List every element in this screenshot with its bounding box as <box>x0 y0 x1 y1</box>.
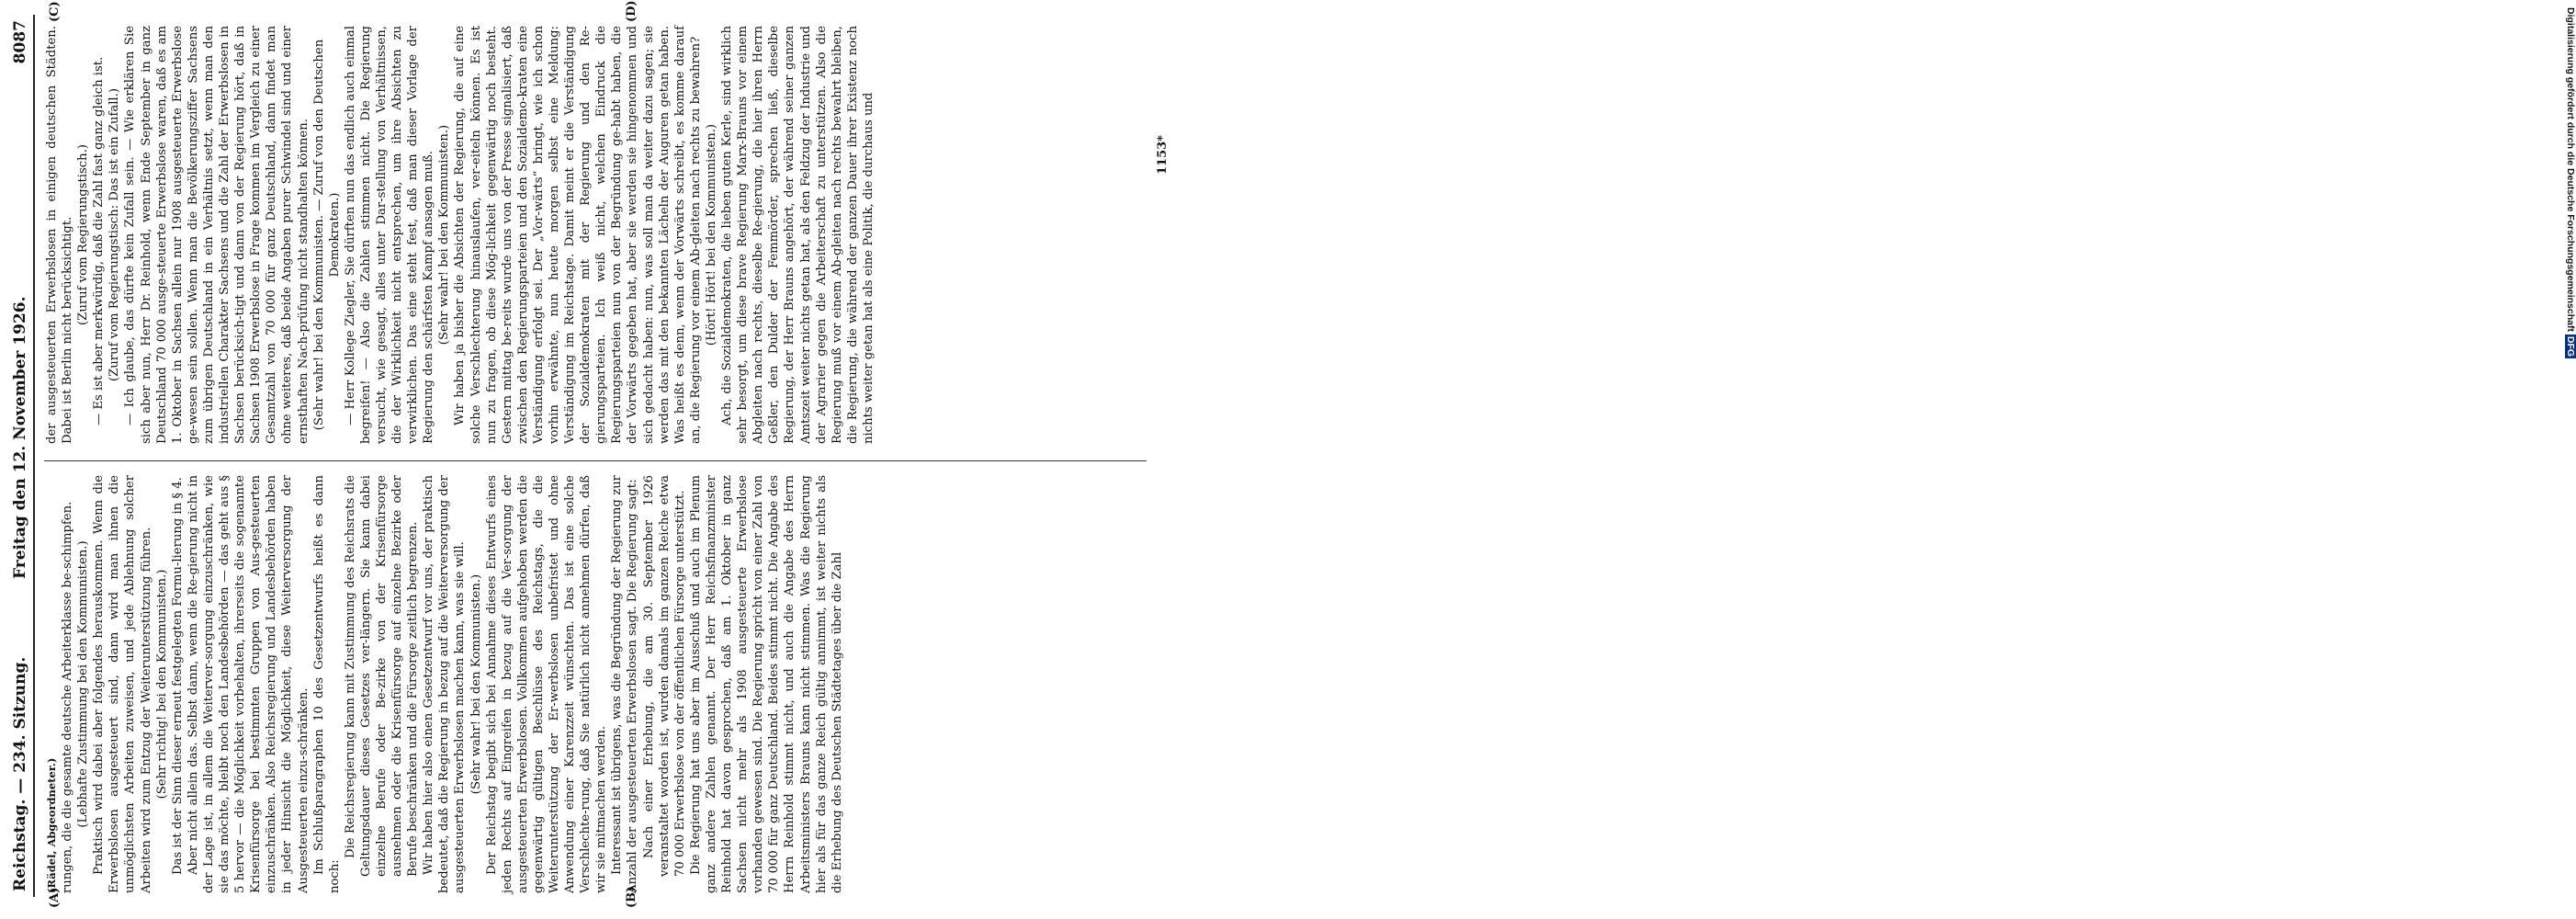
page-number: 8087 <box>11 20 29 64</box>
column-divider <box>44 460 1147 461</box>
dfg-logo: DFG <box>2565 335 2576 357</box>
header-left: Reichstag. — 234. Sitzung. <box>11 656 29 891</box>
paragraph: Die Regierung hat uns aber im Ausschuß und auch im Plenum ganz andere Zahlen genannt. Der Herr Reichsfinanzminister Reinhold hat davon gesprochen, daß am 1. Oktober in ganz Sachsen nicht mehr als 1908 ausgesteuerte Erwerbslose vorhanden gewesen sind. Die Regierung spricht von einer Zahl von 70 000 für ganz Deutschland. Beides stimmt nicht. Die Angabe des Herrn Reinhold stimmt nicht, und auch die Angabe des Herrn Arbeitsministers Brauns kann nicht stimmen. Was die Regierung hier als für das ganze Reich gültig annimmt, ist weiter nichts als die Erhebung des Deutschen Städtetages über die Zahl <box>688 475 844 893</box>
paragraph: Der Reichstag begibt sich bei Annahme dieses Entwurfs eines jeden Rechts auf Eingreifen in bezug auf die Ver-sorgung der ausgesteuerten Erwerbslosen. Vollkommen aufgehoben werden die gegenwärtig gültigen Beschlüsse des Reichstags, die die Weiterunterstützung der Er-werbslosen unbefristet und ohne Anwendung einer Karenzzeit wünschten. Das ist eine solche Verschlechte-rung, daß Sie natürlich nicht annehmen dürfen, daß wir sie mitmachen werden. <box>484 475 609 893</box>
interjection: (Sehr wahr! bei den Kommunisten.) <box>469 573 483 795</box>
credit-text: Digitalisierung gefördert durch die Deutsche Forschungsgemeinschaft <box>2565 7 2576 332</box>
speaker-label: (Rädel, Abgeordneter.) <box>45 757 58 893</box>
paragraph: Wir haben hier also einen Gesetzentwurf vor uns, der praktisch bedeutet, daß die Regierung in bezug auf die Weiterversorgung der ausgesteuerten Erwerbslosen machen kann, was sie will. <box>422 475 468 893</box>
paragraph: — Ich glaube, das dürfte kein Zufall sein. — Wie erklären Sie sich aber nun, Herr Dr. Reinhold, wenn Ende September in ganz Deutschland 70 000 ausge-steuerte Erwerbslose waren, daß es am 1. Oktober in Sachsen allein nur 1908 ausgesteuerte Erwerbslose ge-wesen sein sollen. Wenn man die Bevölkerungsziffer Sachsens zum übrigen Deutschland in ein Verhältnis setzt, wenn man den industriellen Charakter Sachsens und die Zahl der Erwerbslosen in Sachsen berücksich-tigt und dann von der Regierung hört, daß in Sachsen 1908 Erwerbslose in Frage kommen im Vergleich zu einer Gesamtzahl von 70 000 für ganz Deutschland, dann findet man ohne weiteres, daß beide Angaben purer Schwindel sind und einer ernsthaften Nach-prüfung nicht standhalten können. <box>123 26 311 444</box>
interjection: (Hört! Hört! bei den Kommunisten.) <box>704 123 718 346</box>
interjection: (Sehr wahr! bei den Kommunisten.) <box>437 124 452 346</box>
page-signature: 1153* <box>1156 135 1169 175</box>
page-header <box>7 0 35 910</box>
quotation: Nach einer Erhebung, die am 30. September 1926 veranstaltet worden ist, wurden damals im ganzen Reiche etwa 70 000 Erwerbslose von der öffentlichen Fürsorge unterstützt. <box>641 475 687 877</box>
paragraph: Aber nicht allein das. Selbst dann, wenn die Re-gierung nicht in der Lage ist, in allem die Weiterver-sorgung einzuschränken, wie sie das möchte, bleibt noch den Landesbehörden — das geht aus § 5 hervor — die Möglichkeit vorbehalten, ihrerseits die sogenannte Krisenfürsorge bei bestimmten Gruppen von Aus-gesteuerten einzuschränken. Also Reichsregierung und Landesbehörden haben in jeder Hinsicht die Möglichkeit, diese Weiterversorgung der Ausgesteuerten einzu-schränken. <box>186 475 311 893</box>
interjection: (Sehr richtig! bei den Kommunisten.) <box>154 569 169 800</box>
paragraph: rungen, die die gesamte deutsche Arbeiterklasse be-schimpfen. <box>61 501 75 893</box>
header-date: Freitag den 12. November 1926. <box>11 296 29 579</box>
marker-d: (D) <box>625 0 638 22</box>
paragraph: — Herr Kollege Ziegler, Sie dürften nun das endlich auch einmal begreifen! — Also die Zahlen stimmen nicht. Die Regierung versucht, wie gesagt, alles unter Dar-stellung von Verhältnissen, die der Wirklichkeit nicht entsprechen, um ihre Absichten zu verwirklichen. Das eine steht fest, daß man dieser Vorlage der Regierung den schärfsten Kampf ansagen muß. <box>343 26 436 444</box>
paragraph: Im Schlußparagraphen 10 des Gesetzentwurfs heißt es dann noch: <box>311 475 342 893</box>
interjection: (Sehr wahr! bei den Kommunisten. — Zuruf von den Deutschen Demokraten.) <box>311 39 342 431</box>
left-column <box>44 475 1151 893</box>
digitization-credit <box>1279 0 2576 919</box>
marker-a: (A) <box>48 887 62 908</box>
interjection: (Zuruf vom Regierungstisch.) <box>76 144 91 325</box>
right-column <box>44 26 1151 444</box>
header-rule <box>33 15 35 897</box>
paragraph: Praktisch wird dabei aber folgendes herauskommen. Wenn die Erwerbslosen ausgesteuert sind, dann wird man ihnen die unmöglichsten Arbeiten zuweisen, und jede Ablehnung solcher Arbeiten wird zum Entzug der Weiterunterstützung führen. <box>92 475 153 893</box>
paragraph: Ach, die Sozialdemokraten, die lieben guten Kerle, sind wirklich sehr besorgt, um diese brave Regierung Marx-Brauns vor einem Abgleiten nach rechts, dieselbe Re-gierung, die hier ihren Herrn Geßler, den Dulder der Femmörder, sprechen ließ, dieselbe Regierung, der Herr Brauns angehört, der während seiner ganzen Amtszeit weiter nichts getan hat, als den Feldzug der Industrie und der Agrarier gegen die Arbeiterschaft zu unterstützen. Also die Regierung muß vor einem Ab-gleiten nach rechts bewahrt bleiben, die Regierung, die während der ganzen Dauer ihrer Existenz noch nichts weiter getan hat als eine Politik, die durchaus und <box>720 26 876 444</box>
paragraph: Das ist der Sinn dieser erneut festgelegten Formu-lierung in § 4. <box>170 477 185 875</box>
newspaper-sheet <box>0 0 1185 910</box>
marker-b: (B) <box>625 886 638 908</box>
paragraph: Interessant ist übrigens, was die Begründung der Regierung zur Anzahl der ausgesteuerten Erwerbslosen sagt. Die Regierung sagt: <box>610 475 640 893</box>
paragraph: — Es ist aber merkwürdig, daß die Zahl fast ganz gleich ist. <box>92 56 107 425</box>
interjection: (Lebhafte Zustimmung bei den Kommunisten.) <box>76 540 91 828</box>
marker-c: (C) <box>48 1 62 22</box>
quotation: Die Reichsregierung kann mit Zustimmung des Reichsrats die Geltungsdauer dieses Gesetzes ver-längern. Sie kann dabei einzelne Berufe oder Be-zirke von der Krisenfürsorge ausnehmen oder die Krisenfürsorge auf einzelne Bezirke oder Berufe beschränken und die Fürsorge zeitlich begrenzen. <box>343 475 421 877</box>
paragraph: der ausgesteuerten Erwerbslosen in einigen deutschen Städten. Dabei ist Berlin nicht berücksichtigt. <box>45 26 75 444</box>
paragraph: Wir haben ja bisher die Absichten der Regierung, die auf eine solche Verschlechterung hinauslaufen, ver-eiteln können. Es ist nun zu fragen, ob diese Mög-lichkeit gegenwärtig noch besteht. Gestern mittag be-reits wurde uns von der Presse signalisiert, daß zwischen den Regierungsparteien und den Sozialdemo-kraten eine Verständigung erfolgt sei. Der „Vor-wärts“ bringt, wie ich schon vorhin erwähnte, nun heute morgen selbst eine Meldung: Verständigung im Reichstage. Damit meint er die Verständigung der Sozialdemokraten mit der Regierung und den Re-gierungsparteien. Ich weiß nicht, welchen Eindruck die Regierungsparteien nun von der Begründung ge-habt haben, die der Vorwärts gegeben hat, aber sie werden sie hingenommen und sich gedacht haben: nun, was soll man da weiter dazu sagen; sie werden das mit den bekannten Lächeln der Auguren getan haben. Was heißt es denn, wenn der Vorwärts schreibt, es komme darauf an, die Regierung vor einem Ab-gleiten nach rechts zu bewahren? <box>453 26 703 444</box>
interjection: (Zuruf vom Regierungstisch: Das ist ein Zufall.) <box>107 88 122 382</box>
